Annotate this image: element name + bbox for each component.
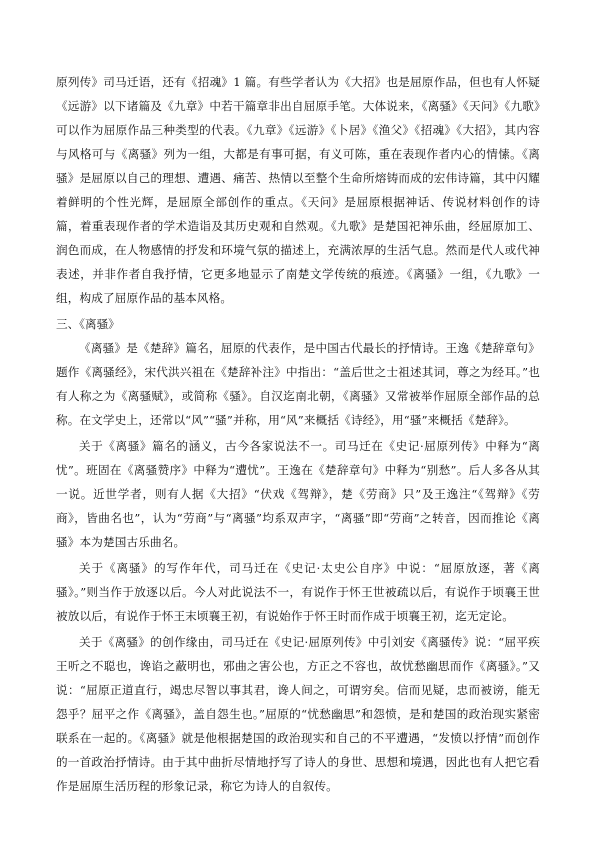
document-body <box>56 70 540 800</box>
paragraph-continued: 原列传》司马迁语，还有《招魂》1 篇。有些学者认为《大招》也是屈原作品，但也有人怀疑《远游》以下诸篇及《九章》中若干篇章非出自屈原手笔。大体说来，《离骚》《天问》《九歌》可以作为屈原作品三种类型的代表。《九章》《远游》《卜居》《渔父》《招魂》《大招》，其内容与风格可与《离骚》列为一组，大都是有事可据，有义可陈，重在表现作者内心的情愫。《离骚》是屈原以自己的理想、遭遇、痛苦、热情以至整个生命所熔铸而成的宏伟诗篇，其中闪耀着鲜明的个性光辉，是屈原全部创作的重点。《天问》是屈原根据神话、传说材料创作的诗篇，着重表现作者的学术造诣及其历史观和自然观。《九歌》是楚国祀神乐曲，经屈原加工、润色而成，在人物感情的抒发和环境气氛的描述上，充满浓厚的生活气息。然而是代人或代神表述，并非作者自我抒情，它更多地显示了南楚文学传统的痕迹。《离骚》一组，《九歌》一组，构成了屈原作品的基本风格。 <box>56 75 540 305</box>
paragraph: 关于《离骚》篇名的涵义，古今各家说法不一。司马迁在《史记·屈原列传》中释为“离忧”。班固在《离骚赞序》中释为“遭忧”。王逸在《楚辞章句》中释为“别愁”。后人多各从其一说。近世学者，则有人据《大招》“伏戏《驾辩》，楚《劳商》只”及王逸注“《驾辩》《劳商》，皆曲名也”，认为“劳商”与“离骚”均系双声字，“离骚”即“劳商”之转音，因而推论《离骚》本为楚国古乐曲名。 <box>56 439 540 549</box>
section-heading: 三、《离骚》 <box>56 317 120 331</box>
paragraph: 《离骚》是《楚辞》篇名，屈原的代表作，是中国古代最长的抒情诗。王逸《楚辞章句》题作《离骚经》，宋代洪兴祖在《楚辞补注》中指出：“盖后世之士祖述其词，尊之为经耳。”也有人称之为《离骚赋》，或简称《骚》。自汉迄南北朝，《离骚》又常被举作屈原全部作品的总称。在文学史上，还常以“风”“骚”并称，用“风”来概括《诗经》，用“骚”来概括《楚辞》。 <box>56 341 540 427</box>
paragraph: 关于《离骚》的写作年代，司马迁在《史记·太史公自序》中说：“屈原放逐，著《离骚》。”则当作于放逐以后。今人对此说法不一，有说作于怀王世被疏以后，有说作于顷襄王世被放以后，有说作于怀王末顷襄王初，有说始作于怀王时而作成于顷襄王初，迄无定论。 <box>56 561 540 623</box>
paragraph: 关于《离骚》的创作缘由，司马迁在《史记·屈原列传》中引刘安《离骚传》说：“屈平疾王听之不聪也，谗谄之蔽明也，邪曲之害公也，方正之不容也，故忧愁幽思而作《离骚》。”又说：“屈原正道直行，竭忠尽智以事其君，谗人间之，可谓穷矣。信而见疑，忠而被谤，能无怨乎？屈平之作《离骚》，盖自怨生也。”屈原的“忧愁幽思”和怨愤，是和楚国的政治现实紧密联系在一起的。《离骚》就是他根据楚国的政治现实和自己的不平遭遇，“发愤以抒情”而创作的一首政治抒情诗。由于其中曲折尽情地抒写了诗人的身世、思想和境遇，因此也有人把它看作是屈原生活历程的形象记录，称它为诗人的自叙传。 <box>56 635 540 793</box>
